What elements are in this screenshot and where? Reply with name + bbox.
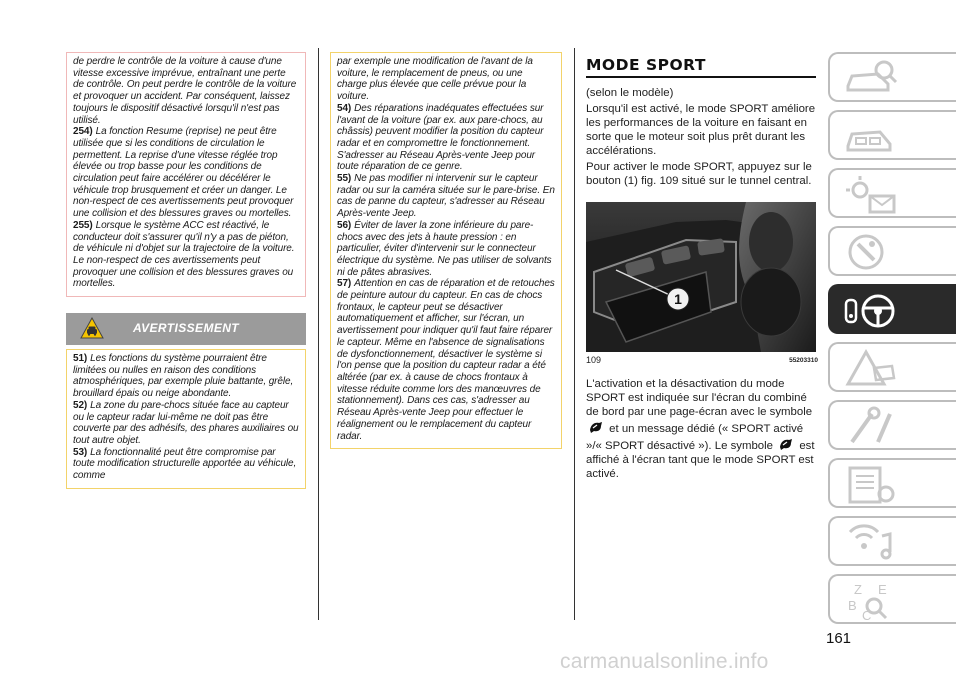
warning-title: AVERTISSEMENT [132,321,240,336]
figure-photo [586,202,816,352]
paragraph: Lorsqu'il est activé, le mode SPORT améliore les performances de la voiture en faisant en sorte que le moteur soit plus prêt durant les accélérations. [586,103,816,157]
figure-code: 55203310 [789,357,818,364]
tab-maintenance[interactable] [828,400,956,450]
intro-text: par exemple une modification de l'avant de la voiture, le remplacement de pneus, ou une charge plus élevée que celle prévue pour la voiture. [337,56,533,103]
intro-text: de perdre le contrôle de la voiture à cause d'une vitesse excessive imprévue, entraînant une perte de contrôle. On peut perdre le contrôle de la voiture et provoquer un accident. Par conséquent, laissez toujours le dispositif désactivé lorsqu'il n'est pas utilisé. [73,56,297,126]
car-lights-icon [844,116,898,158]
paragraph-text: et un message dédié (« SPORT activé »/« SPORT désactivé »). Le symbole [586,423,804,452]
starting-driving-icon [844,290,898,332]
title-underline [586,76,816,78]
note-number: 255) [73,219,93,231]
warning-text: La fonctionnalité peut être compromise par toute modification structurelle apportée au véhicule, comme [73,446,297,482]
warning-item [337,278,555,442]
note-number: 254) [73,126,93,138]
multimedia-icon [844,522,898,564]
tab-emergency[interactable] [828,342,956,392]
paragraph: (selon le modèle) [586,87,674,99]
tab-multimedia[interactable] [828,516,956,566]
tab-warning-lights[interactable] [828,168,956,218]
svg-text:C: C [862,608,872,622]
warning-item [73,400,299,447]
warning-text: Ne pas modifier ni intervenir sur le capteur radar ou sur la caméra située sur le pare-brise. En cas de panne du capteur, s'adresser au Réseau Après-vente Jeep. [337,173,555,220]
warning-number: 51) [73,353,88,365]
paragraph-text: est affiché à l'écran tant que le mode SPORT est activé. [586,440,815,480]
paragraph-text: L'activation et la désactivation du mode SPORT est indiquée sur l'écran du combiné de bord par une page-écran avec le symbole [586,378,813,418]
tab-car-lights[interactable] [828,110,956,160]
right-column [586,56,818,483]
car-info-icon [844,58,898,100]
paragraph: Pour activer le mode SPORT, appuyez sur le bouton (1) fig. 109 situé sur le tunnel central. [586,161,812,187]
warning-text: Des réparations inadéquates effectuées sur l'avant de la voiture (par ex. aux pare-chocs, au châssis) peuvent modifier la position du capteur radar et en compromettre le fonctionnement. S'adresser au Réseau Après-vente Jeep pour toute réparation de ce genre. [337,102,544,173]
note-box-red [66,52,306,297]
tab-starting-driving[interactable] [828,284,956,334]
warning-item [337,103,555,173]
warning-box [66,349,306,489]
middle-column [330,52,562,449]
warning-text: La zone du pare-chocs située face au capteur ou le capteur radar lui-même ne doit pas être couverte par des adhésifs, des phares auxiliaires ou tout autre objet. [73,399,299,446]
warning-item [337,173,555,220]
warning-number: 53) [73,446,88,458]
warning-item [73,353,299,400]
watermark: carmanualsonline.info [560,650,769,673]
section-body [586,86,818,188]
svg-text:Z: Z [854,582,862,597]
warning-item [337,220,555,279]
tab-safety[interactable] [828,226,956,276]
maintenance-icon [844,406,898,448]
sport-mode-icon [588,419,604,435]
tab-index[interactable] [828,574,956,624]
warning-text: Éviter de laver la zone inférieure du pare-chocs avec des jets à haute pression : en particulier, éviter d'intervenir sur le connecteur électrique du système. Ne pas utiliser de solvants ni de pâtes abrasives. [337,219,552,278]
emergency-icon [844,348,898,390]
svg-text:B: B [848,598,857,613]
warning-number: 57) [337,278,352,290]
figure-callout: 1 [674,291,682,307]
left-column [66,52,306,489]
column-divider [318,48,319,620]
index-icon [844,580,898,622]
safety-icon [844,232,898,274]
paragraph [586,377,818,481]
warning-text: Attention en cas de réparation et de retouches de peinture autour du capteur. En cas de chocs frontaux, le capteur peut se désactiver automatiquement et afficher, sur l'écran, un avertissement pour indiquer qu'il faut faire réparer le capteur. Même en l'absence de signalisations de dysfonctionnement, désactiver le système si l'on pense que la position du capteur radar a été altérée (par ex. à cause de chocs frontaux à vitesse réduite comme lors des manœuvres de stationnement). Dans ces cas, s'adresser au Réseau Après-vente Jeep pour effectuer le réalignement ou le remplacement du capteur radar. [337,278,555,442]
section-body-2 [586,377,818,481]
warning-number: 56) [337,219,352,231]
warning-text: Les fonctions du système pourraient être limitées ou nulles en raison des conditions atmosphériques, par exemple pluie battante, grêle, brouillard épais ou neige abondante. [73,353,294,400]
warning-number: 54) [337,102,352,114]
section-title: MODE SPORT [586,56,706,74]
warning-box-continued [330,52,562,449]
page-number: 161 [826,630,852,647]
note-item [73,220,299,290]
warning-number: 52) [73,399,88,411]
sport-mode-icon [778,436,794,452]
warning-lights-icon [844,174,898,216]
technical-data-icon [844,464,898,506]
note-text: Lorsque le système ACC est réactivé, le conducteur doit s'assurer qu'il n'y a pas de piéton, de véhicule ni d'objet sur la trajectoire de la voiture. Le non-respect de ces avertissements peut provoquer une collision et des blessures graves ou mortelles. [73,219,295,290]
note-item [73,126,299,220]
warning-header [66,313,306,345]
figure-caption [586,355,818,365]
tab-car-info[interactable] [828,52,956,102]
tab-technical-data[interactable] [828,458,956,508]
warning-number: 55) [337,173,352,185]
svg-text:E: E [878,582,887,597]
figure-number: 109 [586,355,602,365]
note-text: La fonction Resume (reprise) ne peut être utilisée que si les conditions de circulation le permettent. La reprise d'une vitesse réglée trop élevée ou trop basse pour les conditions de circulation peut faire accélérer ou décélérer le véhicule trop brusquement et créer un danger. Le non-respect de ces avertissements peut provoquer une collision et des blessures graves ou mortelles. [73,126,294,220]
warning-item [73,447,299,482]
column-divider [574,48,575,620]
center-console-image [586,202,816,352]
